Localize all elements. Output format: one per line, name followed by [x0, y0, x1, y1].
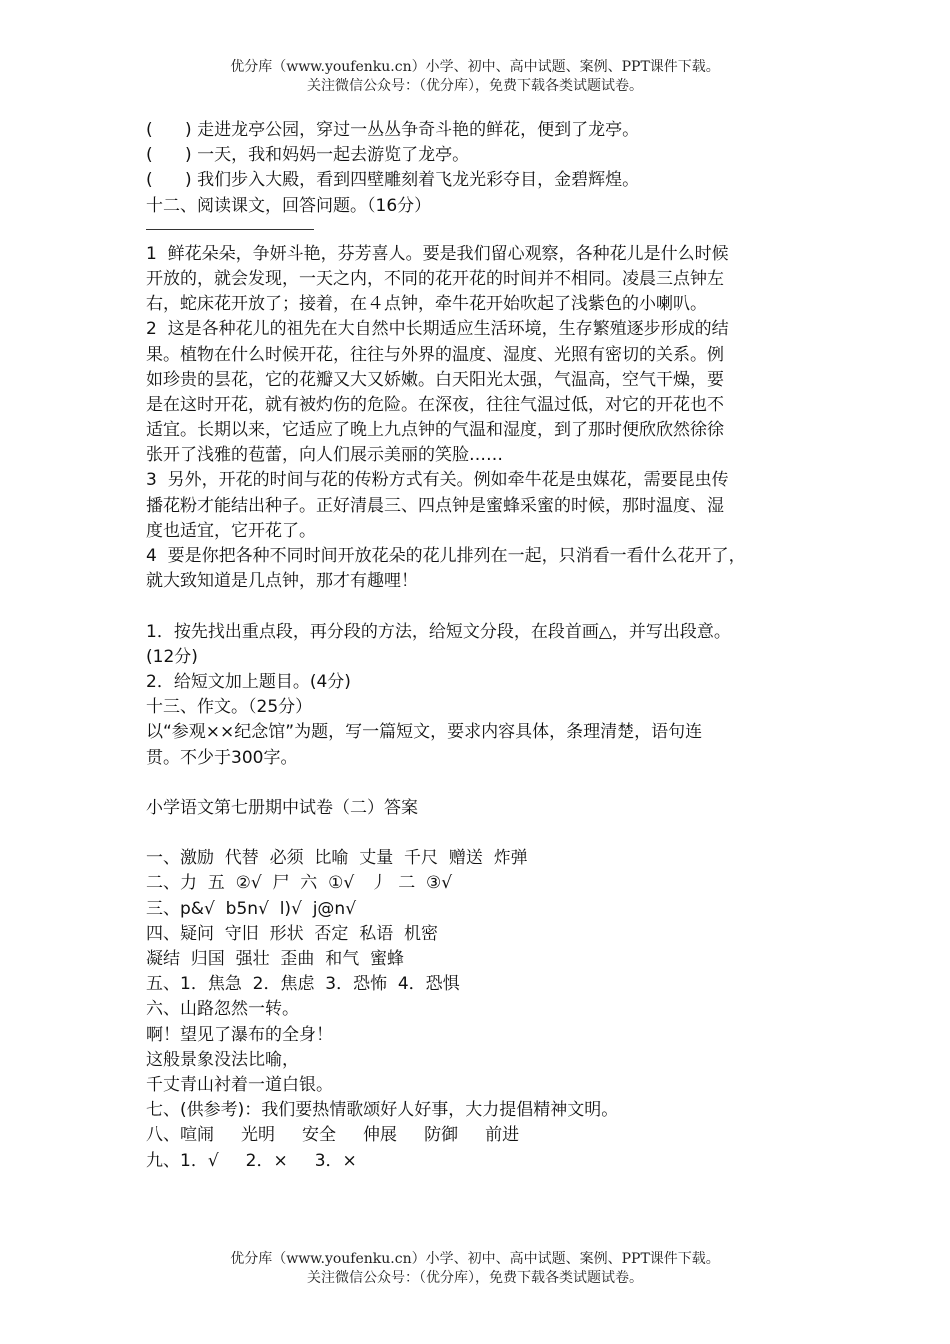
composition-prompt: 以“参观××纪念馆”为题，写一篇短文，要求内容具体，条理清楚，语句连 — [146, 722, 703, 743]
answer-line: 二、力 五 ②√ 尸 六 ①√ 丿 二 ③√ — [146, 873, 453, 894]
passage-line: 1 鲜花朵朵，争妍斗艳，芬芳喜人。要是我们留心观察，各种花儿是什么时候 — [146, 243, 729, 264]
passage-line: 右，蛇床花开放了；接着，在４点钟，牵牛花开始吹起了浅紫色的小喇叭。 — [146, 294, 707, 315]
order-item: ( ) 一天，我和妈妈一起去游览了龙亭。 — [146, 145, 470, 166]
composition-prompt: 贯。不少于300字。 — [146, 747, 298, 768]
answer-underline — [146, 229, 314, 230]
page-footer — [0, 1250, 950, 1288]
footer-line-1: 优分库（www.youfenku.cn）小学、初中、高中试题、案例、PPT课件下载。 — [230, 1251, 720, 1267]
passage-line: 如珍贵的昙花，它的花瓣又大又娇嫩。白天阳光太强，气温高，空气干燥，要 — [146, 369, 724, 390]
passage-line: 开放的，就会发现，一天之内，不同的花开花的时间并不相同。凌晨三点钟左 — [146, 268, 724, 289]
spacer — [146, 594, 816, 619]
composition-section — [146, 695, 816, 771]
order-item: ( ) 走进龙亭公园，穿过一丛丛争奇斗艳的鲜花，便到了龙亭。 — [146, 120, 640, 140]
answer-line: 四、疑问 守旧 形状 否定 私语 机密 — [146, 923, 439, 944]
passage-line: 播花粉才能结出种子。正好清晨三、四点钟是蜜蜂采蜜的时候，那时温度、湿 — [146, 495, 724, 516]
passage-line: 3 另外，开花的时间与花的传粉方式有关。例如牵牛花是虫媒花，需要昆虫传 — [146, 470, 729, 491]
passage-line: 4 要是你把各种不同时间开放花朵的花儿排列在一起，只消看一看什么花开了， — [146, 546, 746, 566]
answer-line: 五、1．焦急 2．焦虑 3．恐怖 4．恐惧 — [146, 974, 460, 995]
answer-line: 三、p&√ b5n√ l)√ j@n√ — [146, 898, 357, 919]
section-12-title: 十二、阅读课文，回答问题。（16分） — [146, 195, 432, 216]
answer-line: 凝结 归国 强壮 歪曲 和气 蜜蜂 — [146, 949, 405, 969]
answer-line: 千丈青山衬着一道白银。 — [146, 1074, 333, 1095]
question-line: 2．给短文加上题目。(4分) — [146, 671, 351, 692]
answer-line: 这般景象没法比喻， — [146, 1049, 299, 1070]
reading-passage — [146, 242, 816, 595]
answers-title: 小学语文第七册期中试卷（二）答案 — [146, 797, 418, 818]
answer-line: 六、山路忽然一转。 — [146, 999, 299, 1020]
answer-line: 九、1．√ 2．× 3．× — [146, 1150, 357, 1171]
passage-line: 张开了浅雅的苞蕾，向人们展示美丽的笑脸…… — [146, 445, 503, 466]
passage-line: 果。植物在什么时候开花，往往与外界的温度、湿度、光照有密切的关系。例 — [146, 344, 724, 365]
question-line: (12分) — [146, 646, 198, 667]
passage-line: 就大致知道是几点钟，那才有趣哩！ — [146, 571, 418, 592]
passage-line: 度也适宜，它开花了。 — [146, 520, 316, 541]
passage-line: 适宜。长期以来，它适应了晚上九点钟的气温和湿度，到了那时便欣欣然徐徐 — [146, 420, 724, 441]
passage-line: 是在这时开花，就有被灼伤的危险。在深夜，往往气温过低，对它的开花也不 — [146, 394, 724, 415]
header-line-2: 关注微信公众号：（优分库），免费下载各类试题试卷。 — [307, 78, 643, 94]
header-line-1: 优分库（www.youfenku.cn）小学、初中、高中试题、案例、PPT课件下载。 — [230, 59, 720, 75]
order-items — [146, 118, 816, 194]
spacer — [146, 771, 816, 796]
answer-line: 一、激励 代替 必须 比喻 丈量 千尺 赠送 炸弹 — [146, 848, 528, 869]
reading-questions — [146, 620, 816, 696]
spacer — [146, 821, 816, 846]
question-line: 1．按先找出重点段，再分段的方法，给短文分段，在段首画△，并写出段意。 — [146, 621, 731, 642]
page-header — [0, 58, 950, 96]
answer-line: 啊！望见了瀑布的全身！ — [146, 1024, 333, 1045]
footer-line-2: 关注微信公众号：（优分库），免费下载各类试题试卷。 — [307, 1270, 643, 1286]
answer-line: 八、喧闹 光明 安全 伸展 防御 前进 — [146, 1125, 520, 1146]
document-body — [146, 118, 816, 1174]
section-13-title: 十三、作文。（25分） — [146, 697, 313, 718]
order-item: ( ) 我们步入大殿，看到四壁雕刻着飞龙光彩夺目，金碧辉煌。 — [146, 170, 640, 191]
answer-key — [146, 846, 816, 1173]
passage-line: 2 这是各种花儿的祖先在大自然中长期适应生活环境，生存繁殖逐步形成的结 — [146, 319, 729, 340]
answer-line: 七、(供参考)：我们要热情歌颂好人好事，大力提倡精神文明。 — [146, 1100, 619, 1121]
